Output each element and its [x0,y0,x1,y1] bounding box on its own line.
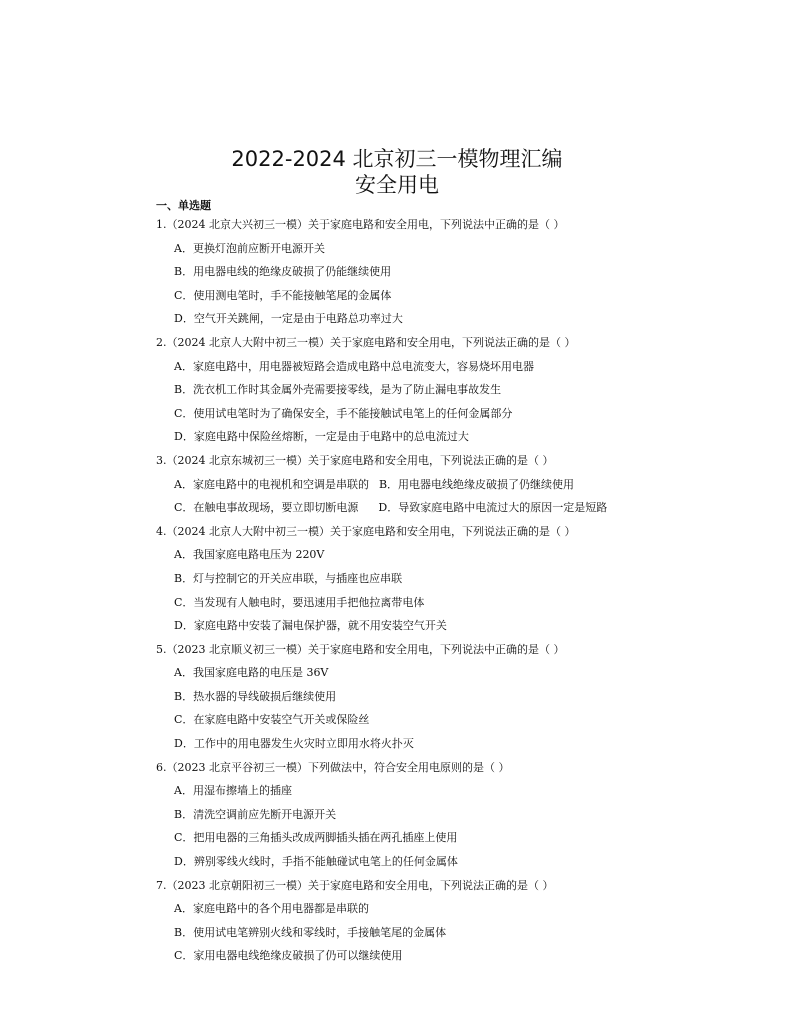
question-stem: 6.（2023 北京平谷初三一模）下列做法中，符合安全用电原则的是（ ） [156,760,510,774]
document-subtitle: 安全用电 [355,173,439,197]
question-option: C．家用电器电线绝缘皮破损了仍可以继续使用 [174,949,403,963]
question-option: B．热水器的导线破损后继续使用 [174,689,337,703]
question-option: A．家庭电路中的电视机和空调是串联的 [174,477,369,491]
question-option: D．工作中的用电器发生火灾时立即用水将火扑灭 [174,737,414,751]
question-option: C．把用电器的三角插头改成两脚插头插在两孔插座上使用 [174,831,458,845]
question-option: D．导致家庭电路中电流过大的原因一定是短路 [378,501,608,515]
question-option: A．用湿布擦墙上的插座 [174,784,292,798]
question-option: B．洗衣机工作时其金属外壳需要接零线，是为了防止漏电事故发生 [174,383,502,397]
question-list [156,213,656,968]
question-option: B．清洗空调前应先断开电源开关 [174,807,337,821]
question-option-row [156,496,656,520]
question-option: D．空气开关跳闸，一定是由于电路总功率过大 [174,312,403,326]
question-stem: 2.（2024 北京人大附中初三一模）关于家庭电路和安全用电，下列说法正确的是（ ） [156,335,576,349]
question-stem: 5.（2023 北京顺义初三一模）关于家庭电路和安全用电，下列说法中正确的是（ ） [156,642,565,656]
question-option-row [156,473,656,497]
question-option: D．辨别零线火线时，手指不能触碰试电笔上的任何金属体 [174,855,458,869]
question-option: C．使用测电笔时，手不能接触笔尾的金属体 [174,288,392,302]
section-heading: 一、单选题 [156,199,211,212]
question-option: B．用电器电线的绝缘皮破损了仍能继续使用 [174,265,392,279]
document-title: 2022-2024 北京初三一模物理汇编 [231,147,563,171]
question-option: A．家庭电路中的各个用电器都是串联的 [174,902,369,916]
question-option: C．使用试电笔时为了确保安全，手不能接触试电笔上的任何金属部分 [174,406,513,420]
question-option: A．我国家庭电路电压为 220V [174,548,325,562]
question-option: D．家庭电路中保险丝熔断，一定是由于电路中的总电流过大 [174,430,469,444]
question-option: C．在家庭电路中安装空气开关或保险丝 [174,713,370,727]
question-option: C．在触电事故现场，要立即切断电源 [174,501,359,515]
question-option: C．当发现有人触电时，要迅速用手把他拉离带电体 [174,595,425,609]
question-stem: 4.（2024 北京人大附中初三一模）关于家庭电路和安全用电，下列说法正确的是（ ） [156,524,576,538]
question-option: A．家庭电路中，用电器被短路会造成电路中总电流变大，容易烧坏用电器 [174,359,534,373]
question-option: B．用电器电线绝缘皮破损了仍继续使用 [378,477,575,491]
question-stem: 3.（2024 北京东城初三一模）关于家庭电路和安全用电，下列说法正确的是（ ） [156,453,554,467]
question-option: D．家庭电路中安装了漏电保护器，就不用安装空气开关 [174,619,447,633]
question-option: B．灯与控制它的开关应串联，与插座也应串联 [174,571,403,585]
question-option: A．更换灯泡前应断开电源开关 [174,241,325,255]
question-option: B．使用试电笔辨别火线和零线时，手接触笔尾的金属体 [174,925,447,939]
question-option: A．我国家庭电路的电压是 36V [174,666,329,680]
question-stem: 7.（2023 北京朝阳初三一模）关于家庭电路和安全用电，下列说法正确的是（ ） [156,878,554,892]
question-stem: 1.（2024 北京大兴初三一模）关于家庭电路和安全用电，下列说法中正确的是（ ） [156,218,565,231]
